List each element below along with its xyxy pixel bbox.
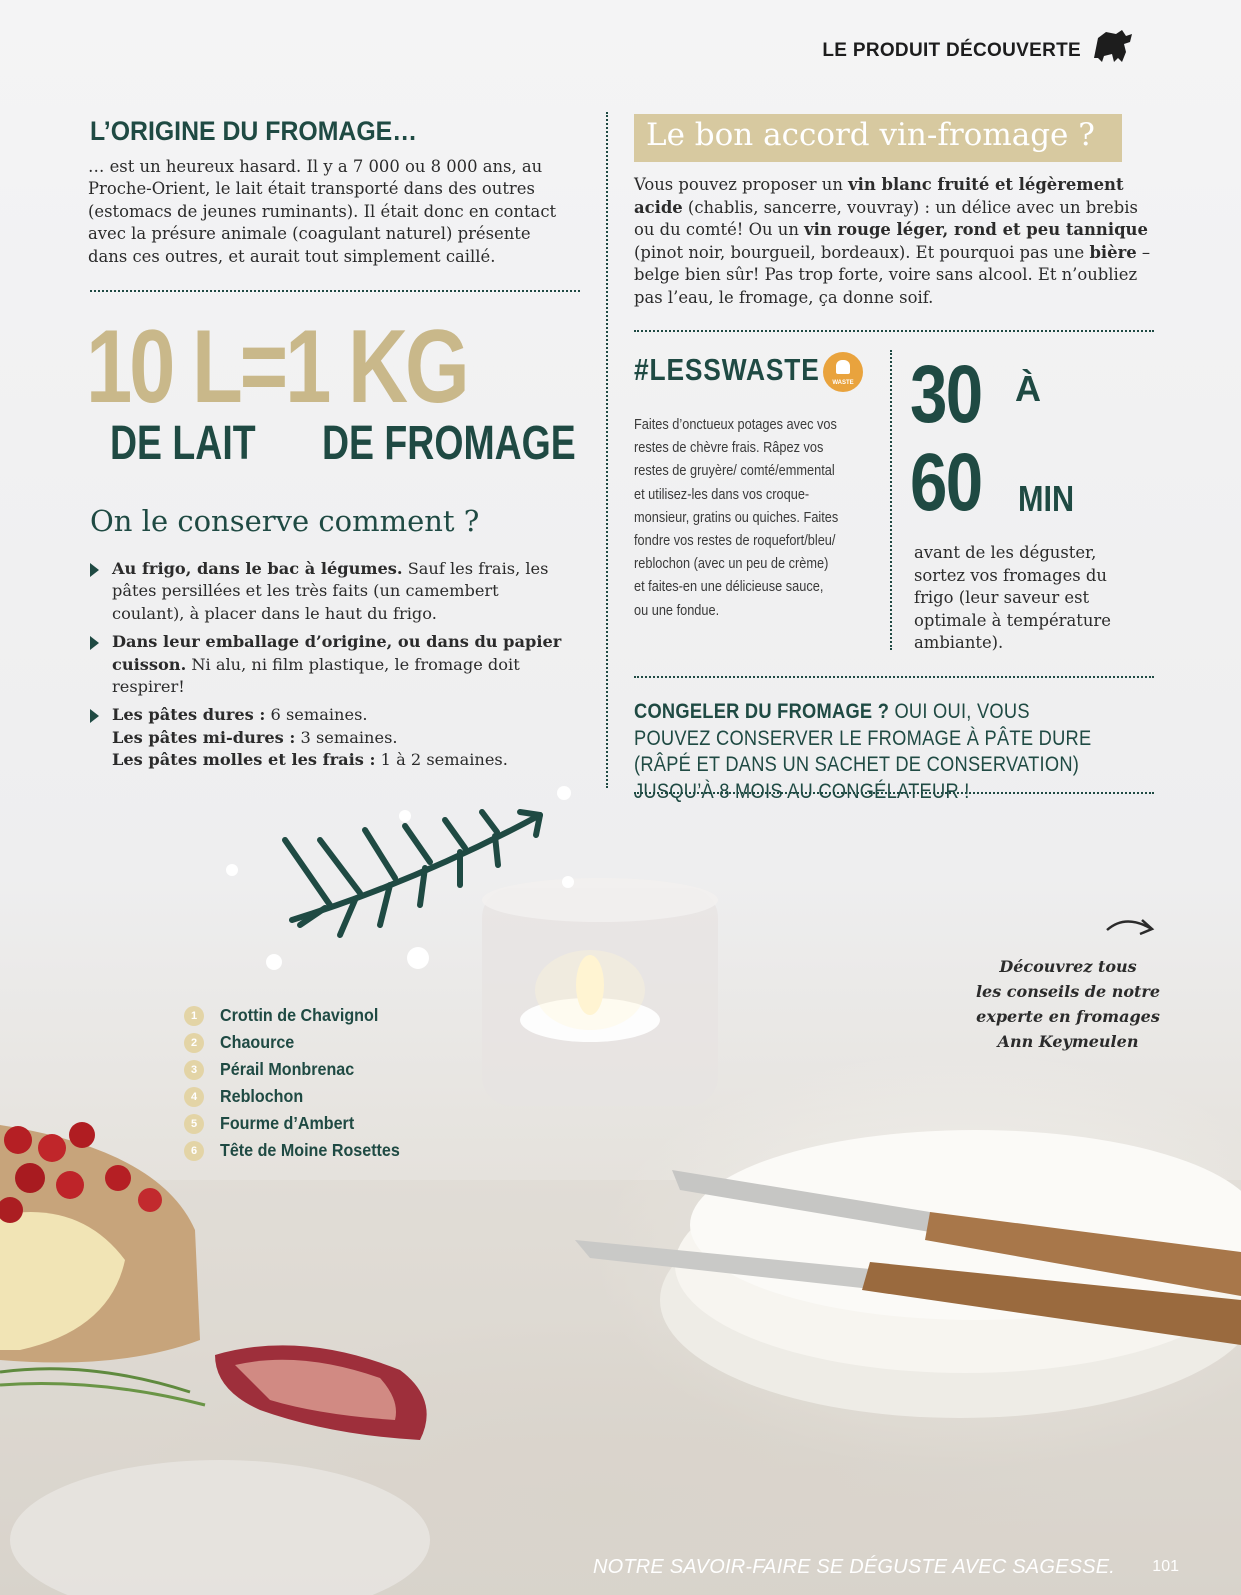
lion-logo-icon bbox=[1092, 28, 1134, 64]
note-line: les conseils de notre bbox=[975, 982, 1161, 1001]
expert-note bbox=[968, 954, 1168, 1054]
timing-from: 30 bbox=[910, 349, 982, 440]
cheese-name: Fourme d’Ambert bbox=[220, 1113, 355, 1133]
bold-span: bière bbox=[1089, 242, 1137, 262]
accord-title: Le bon accord vin-fromage ? bbox=[646, 117, 1095, 153]
lesswaste-text: Faites d’onctueux potages avec vos restes de chèvre frais. Râpez vos restes de gruyère/ comté/emmental et utilisez-les dans vos croque-monsieur, gratins ou quiches. Faites fondre vos restes de roquefort/bleu/ reblochon (avec un peu de crème) et faites-en une délicieuse sauce, ou une fondue. bbox=[634, 417, 839, 619]
cheese-name: Tête de Moine Rosettes bbox=[220, 1140, 400, 1160]
cheese-name: Chaource bbox=[220, 1032, 295, 1052]
timing-text: avant de les déguster, sortez vos fromages du frigo (leur saveur est optimale à température ambiante). bbox=[914, 543, 1111, 653]
list-item bbox=[184, 1083, 415, 1110]
cheese-number: 2 bbox=[184, 1033, 204, 1053]
item-text: Ni alu, ni film plastique, le fromage doit respirer! bbox=[112, 654, 520, 697]
list-item bbox=[184, 1002, 415, 1029]
congeler-bold: CONGELER DU FROMAGE ? bbox=[634, 699, 890, 723]
congeler-body: OUI OUI, VOUS POUVEZ CONSERVER LE FROMAGE À PÂTE DURE (RÂPÉ ET DANS UN SACHET DE CONSERVATION) JUSQU’À 8 MOIS AU CONGÉLATEUR ! bbox=[634, 699, 1092, 803]
timing-unit: MIN bbox=[1018, 478, 1075, 519]
conserve-title: On le conserve comment ? bbox=[90, 504, 480, 538]
bold-span: vin blanc fruité et légèrement acide bbox=[634, 175, 1124, 217]
duration-label: Les pâtes mi-dures : bbox=[112, 727, 296, 747]
divider bbox=[90, 290, 580, 292]
congeler-text bbox=[634, 698, 1093, 804]
conserve-list bbox=[90, 558, 570, 778]
list-item bbox=[90, 558, 570, 625]
triangle-bullet-icon bbox=[90, 636, 99, 650]
duration-value: 1 à 2 semaines. bbox=[375, 750, 508, 770]
cheese-number: 4 bbox=[184, 1087, 204, 1107]
list-item bbox=[184, 1056, 415, 1083]
text-span: (pinot noir, bourgueil, bordeaux). Et pourquoi pas une bbox=[634, 242, 1090, 262]
text-span: Vous pouvez proposer un bbox=[634, 175, 849, 194]
note-line: Découvrez tous bbox=[999, 957, 1137, 976]
equation-right-sub: DE FROMAGE bbox=[322, 417, 576, 470]
triangle-bullet-icon bbox=[90, 709, 99, 723]
section-title: LE PRODUIT DÉCOUVERTE bbox=[822, 40, 1081, 61]
page-number: 101 bbox=[1152, 1558, 1179, 1575]
cheese-number: 1 bbox=[184, 1006, 204, 1026]
note-line: Ann Keymeulen bbox=[997, 1032, 1139, 1051]
item-bold: Au frigo, dans le bac à légumes. bbox=[112, 559, 403, 578]
item-text: Sauf les frais, les pâtes persillées et les très faits (un camembert coulant), à placer dans le haut du frigo. bbox=[112, 559, 549, 623]
footer-slogan: NOTRE SAVOIR-FAIRE SE DÉGUSTE AVEC SAGESSE. bbox=[592, 1556, 1115, 1578]
bold-span: vin rouge léger, rond et peu tannique bbox=[804, 220, 1148, 240]
duration-label: Les pâtes dures : bbox=[112, 705, 266, 725]
text-span: (chablis, sancerre, vouvray) : un délice avec un brebis ou du comté! Ou un bbox=[634, 197, 1138, 240]
list-item bbox=[90, 631, 570, 698]
cheese-name: Reblochon bbox=[220, 1086, 304, 1106]
duration-value: 3 semaines. bbox=[295, 727, 398, 747]
divider bbox=[634, 792, 1154, 794]
column-divider bbox=[606, 112, 608, 788]
equation-big: 10 L=1 KG bbox=[86, 309, 467, 425]
cheese-list bbox=[184, 1002, 415, 1164]
divider bbox=[634, 330, 1154, 332]
origin-title: L’ORIGINE DU FROMAGE… bbox=[90, 116, 418, 146]
duration-label: Les pâtes molles et les frais : bbox=[112, 750, 376, 770]
cheese-number: 6 bbox=[184, 1141, 204, 1161]
duration-value: 6 semaines. bbox=[265, 705, 368, 725]
badge-label: WASTE bbox=[832, 380, 854, 386]
cheese-name: Pérail Monbrenac bbox=[220, 1059, 355, 1079]
waste-chef-icon bbox=[823, 352, 863, 392]
divider bbox=[634, 676, 1154, 678]
text-span: – belge bien sûr! Pas trop forte, voire sans alcool. Et n’oubliez pas l’eau, le fromage, ça donne soif. bbox=[634, 242, 1151, 307]
list-item bbox=[184, 1137, 415, 1164]
item-bold: Dans leur emballage d’origine, ou dans du papier cuisson. bbox=[112, 632, 562, 674]
triangle-bullet-icon bbox=[90, 563, 99, 577]
cheese-number: 5 bbox=[184, 1114, 204, 1134]
list-item bbox=[184, 1110, 415, 1137]
origin-text: … est un heureux hasard. Il y a 7 000 ou 8 000 ans, au Proche-Orient, le lait était transporté dans des outres (estomacs de jeunes ruminants). Il était donc en contact avec la présure animale (coagulant naturel) présente dans ces outres, et aurait tout simplement caillé. bbox=[88, 157, 557, 266]
lesswaste-title: #LESSWASTE bbox=[634, 352, 820, 387]
list-item bbox=[90, 704, 570, 771]
equation-left-sub: DE LAIT bbox=[110, 417, 256, 470]
list-item bbox=[184, 1029, 415, 1056]
timing-to: 60 bbox=[910, 437, 982, 528]
cheese-number: 3 bbox=[184, 1060, 204, 1080]
note-line: experte en fromages bbox=[976, 1007, 1160, 1026]
timing-to-word: À bbox=[1015, 368, 1041, 409]
divider bbox=[890, 350, 892, 650]
accord-text bbox=[634, 174, 1154, 310]
cheese-name: Crottin de Chavignol bbox=[220, 1005, 379, 1025]
